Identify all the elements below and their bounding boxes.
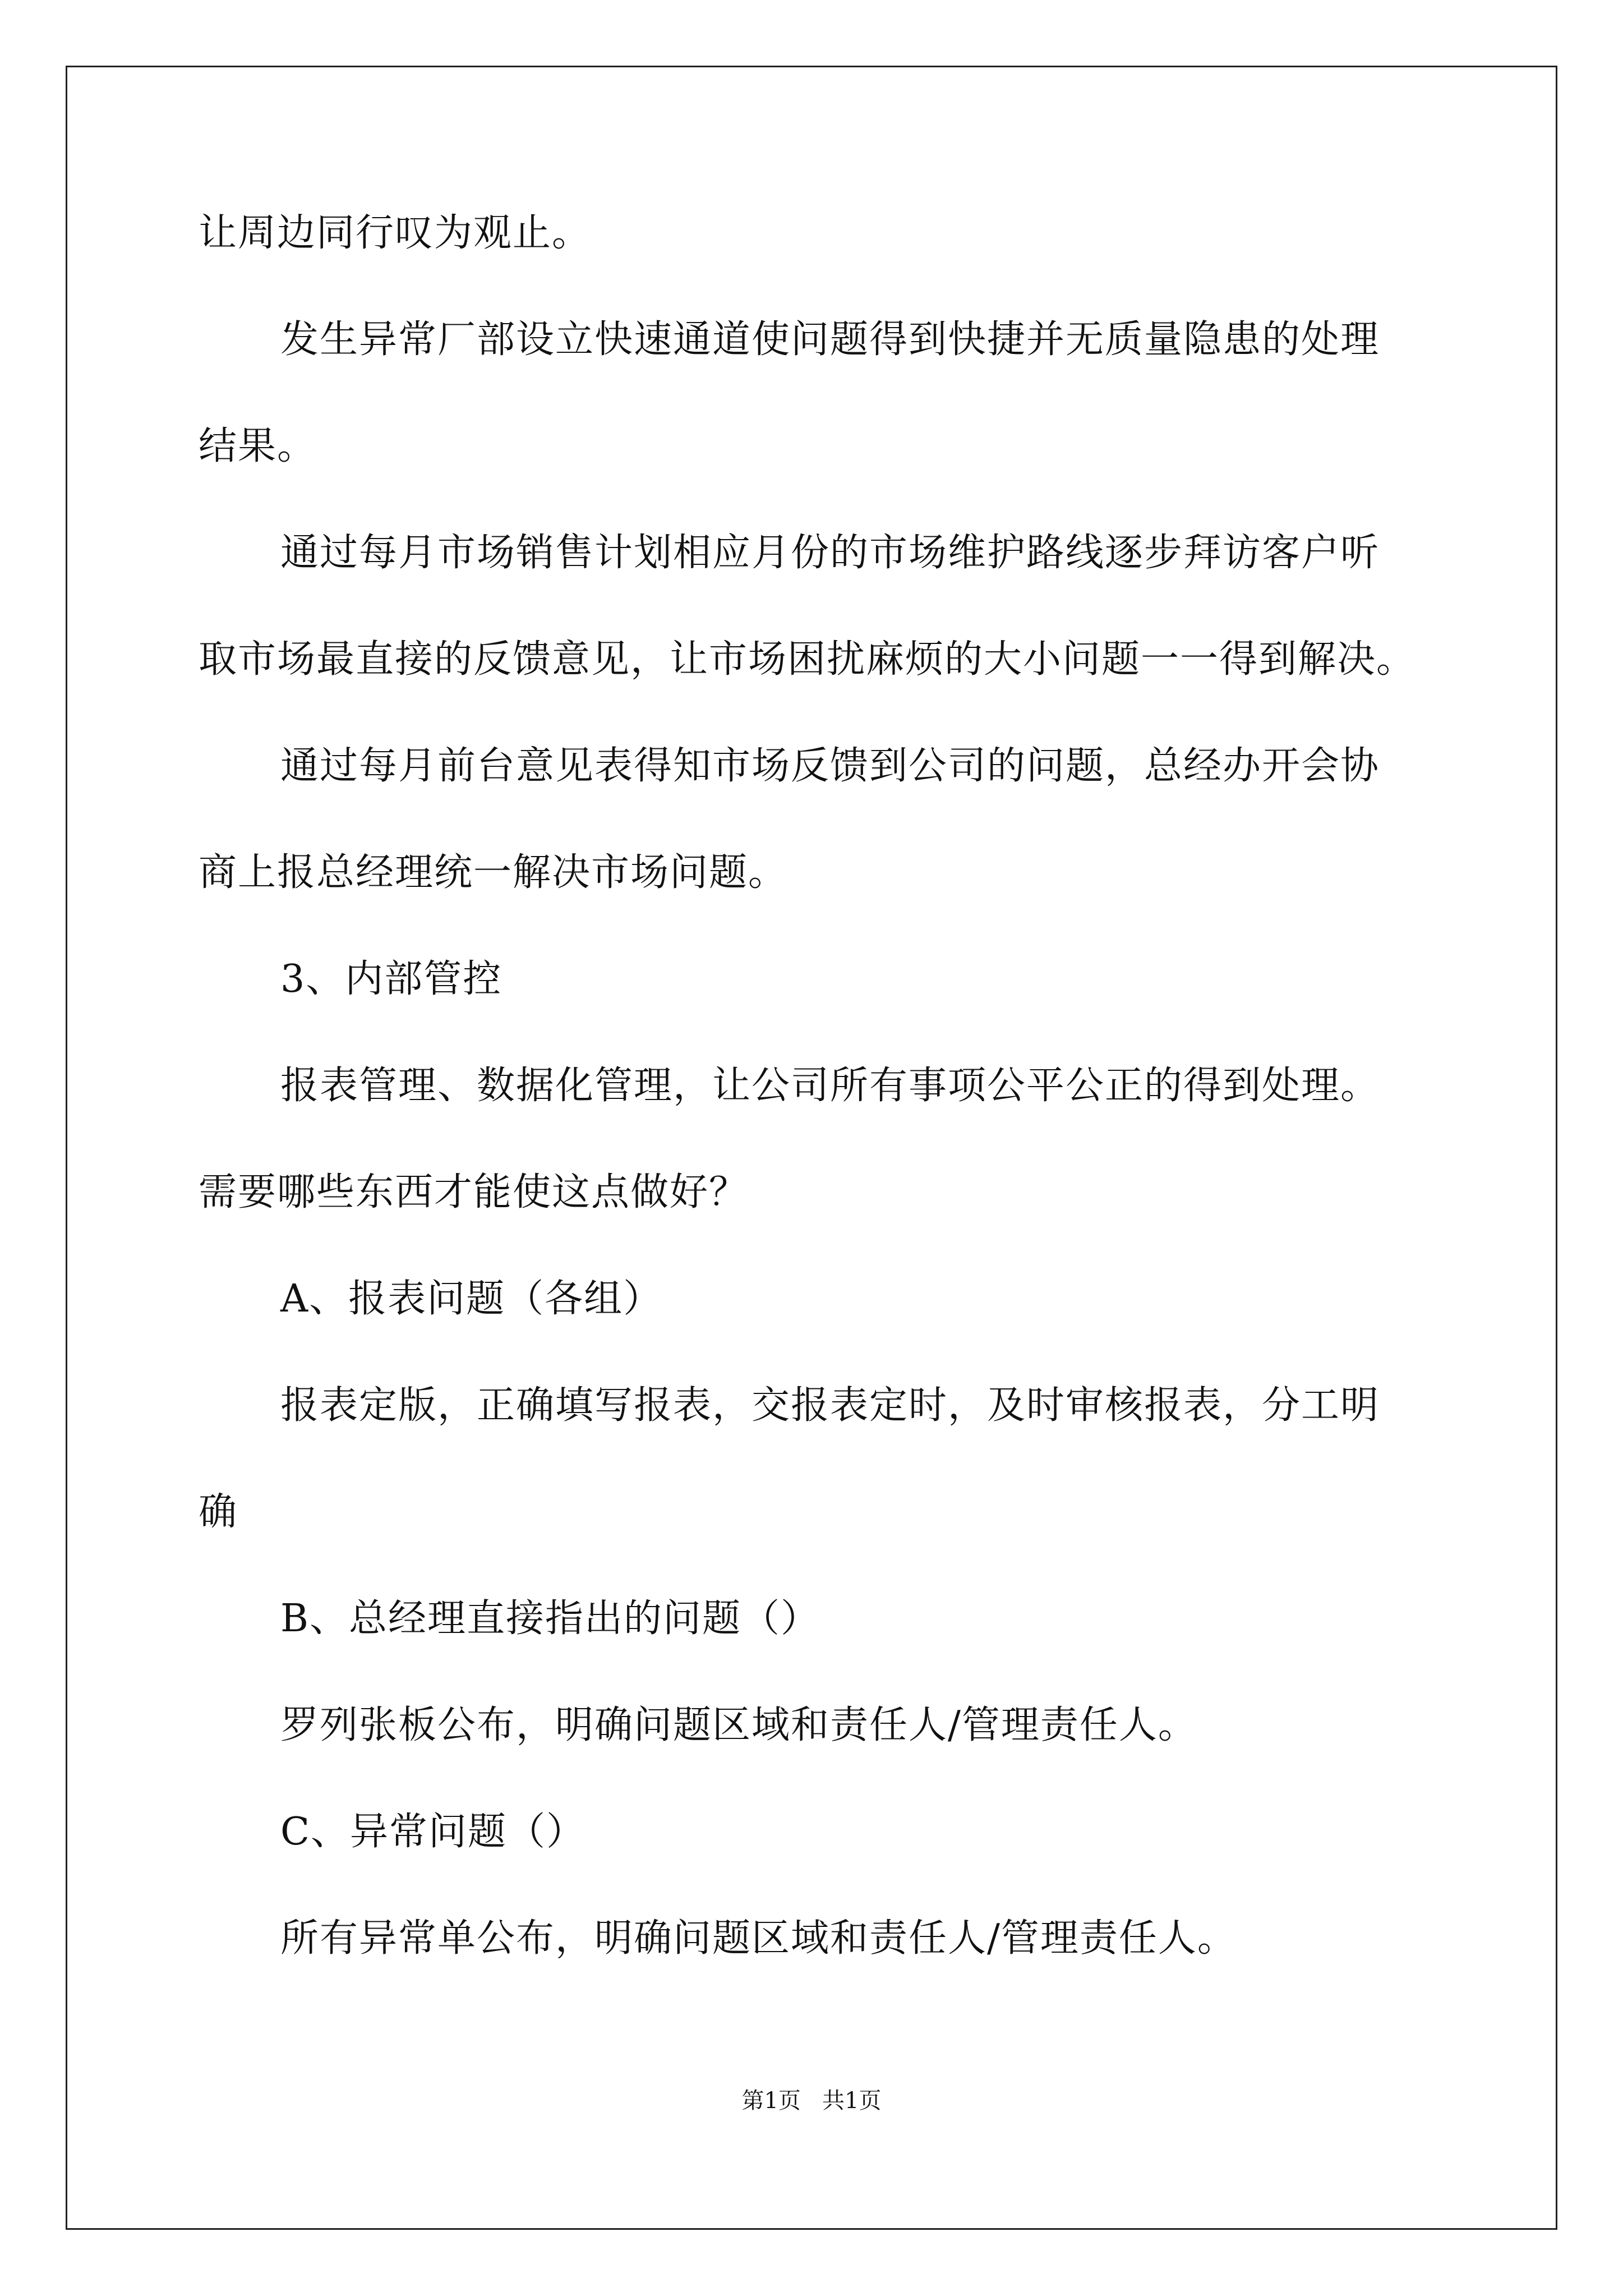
text-line: 结果。 [199,424,317,468]
text-line: 商上报总经理统一解决市场问题。 [199,850,788,895]
subsection-heading: B、总经理直接指出的问题（） [280,1596,820,1641]
page-border [66,66,1557,2230]
text-line: 所有异常单公布，明确问题区域和责任人/管理责任人。 [280,1916,1237,1961]
text-line: 通过每月市场销售计划相应月份的市场维护路线逐步拜访客户听 [280,531,1380,575]
text-line: 需要哪些东西才能使这点做好？ [199,1170,749,1214]
page-footer: 第1页 共1页 [741,2088,882,2114]
text-line: 报表管理、数据化管理，让公司所有事项公平公正的得到处理。 [280,1064,1380,1108]
subsection-heading: A、报表问题（各组） [280,1277,663,1321]
text-line: 让周边同行叹为观止。 [199,211,592,255]
text-line: 报表定版，正确填写报表，交报表定时，及时审核报表，分工明 [280,1383,1380,1428]
text-line: 通过每月前台意见表得知市场反馈到公司的问题，总经办开会协 [280,744,1380,788]
text-line: 发生异常厂部设立快速通道使问题得到快捷并无质量隐患的处理 [280,318,1380,362]
subsection-heading: C、异常问题（） [280,1810,586,1854]
section-heading: 3、内部管控 [280,957,502,1001]
text-line: 取市场最直接的反馈意见，让市场困扰麻烦的大小问题一一得到解决。 [199,637,1416,682]
text-line: 确 [199,1490,238,1534]
text-line: 罗列张板公布，明确问题区域和责任人/管理责任人。 [280,1703,1197,1747]
